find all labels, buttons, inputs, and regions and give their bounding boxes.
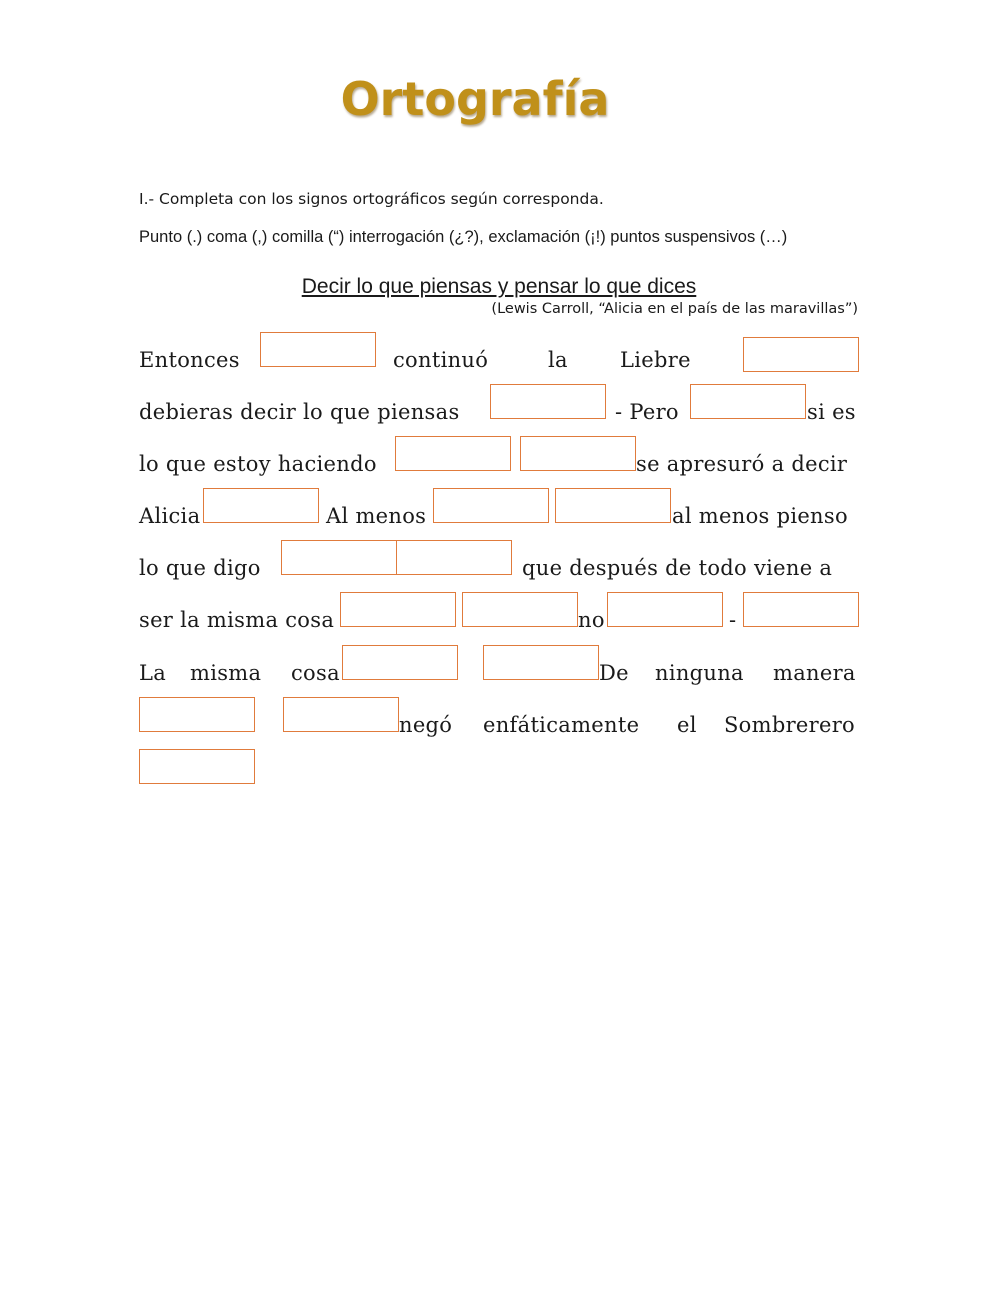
- answer-box-7[interactable]: [203, 488, 319, 523]
- word: debieras decir lo que piensas: [139, 400, 460, 424]
- word: se apresuró a decir: [636, 452, 848, 476]
- answer-box-10[interactable]: [281, 540, 397, 575]
- word: Sombrerero: [724, 713, 855, 737]
- word: cosa: [291, 661, 340, 685]
- answer-box-12[interactable]: [340, 592, 456, 627]
- word: la: [548, 348, 568, 372]
- word: continuó: [393, 348, 489, 372]
- text-line-4: [139, 494, 859, 546]
- word: misma: [190, 661, 262, 685]
- word: Alicia: [139, 504, 201, 528]
- word: -: [729, 608, 737, 632]
- word: que después de todo viene a: [522, 556, 833, 580]
- text-line-2: [139, 390, 859, 442]
- word: Al menos: [326, 504, 427, 528]
- word: al menos pienso: [672, 504, 848, 528]
- answer-box-5[interactable]: [395, 436, 511, 471]
- text-line-3: [139, 442, 859, 494]
- text-line-9: [139, 755, 859, 807]
- answer-box-2[interactable]: [743, 337, 859, 372]
- text-line-7: [139, 651, 859, 703]
- answer-box-18[interactable]: [139, 697, 255, 732]
- word: De: [599, 661, 629, 685]
- story-title: Decir lo que piensas y pensar lo que dices: [301, 275, 697, 298]
- word: Entonces: [139, 348, 240, 372]
- answer-box-19[interactable]: [283, 697, 399, 732]
- word: manera: [773, 661, 856, 685]
- answer-box-8[interactable]: [433, 488, 549, 523]
- answer-box-17[interactable]: [483, 645, 599, 680]
- word: negó: [399, 713, 453, 737]
- word: ninguna: [655, 661, 744, 685]
- word: La: [139, 661, 167, 685]
- answer-box-15[interactable]: [743, 592, 859, 627]
- instruction-text: I.- Completa con los signos ortográficos según corresponda.: [139, 190, 604, 208]
- answer-box-14[interactable]: [607, 592, 723, 627]
- answer-box-6[interactable]: [520, 436, 636, 471]
- word: el: [677, 713, 697, 737]
- answer-box-16[interactable]: [342, 645, 458, 680]
- text-line-6: [139, 598, 859, 650]
- word: lo que digo: [139, 556, 261, 580]
- word: Liebre: [620, 348, 691, 372]
- word: - Pero: [615, 400, 679, 424]
- answer-box-20[interactable]: [139, 749, 255, 784]
- story-source: (Lewis Carroll, “Alicia en el país de las maravillas”): [491, 301, 858, 317]
- answer-box-9[interactable]: [555, 488, 671, 523]
- answer-box-3[interactable]: [490, 384, 606, 419]
- word: ser la misma cosa: [139, 608, 335, 632]
- signs-list-text: Punto (.) coma (,) comilla (“) interrogación (¿?), exclamación (¡!) puntos suspensivos (…): [139, 228, 788, 246]
- word: si es: [807, 400, 856, 424]
- page-title: Ortografía: [340, 72, 610, 126]
- text-line-1: [139, 338, 859, 390]
- answer-box-13[interactable]: [462, 592, 578, 627]
- text-line-5: [139, 546, 859, 598]
- answer-box-1[interactable]: [260, 332, 376, 367]
- answer-box-11[interactable]: [396, 540, 512, 575]
- word: no: [578, 608, 605, 632]
- answer-box-4[interactable]: [690, 384, 806, 419]
- word: enfáticamente: [483, 713, 640, 737]
- text-line-8: [139, 703, 859, 755]
- word: lo que estoy haciendo: [139, 452, 377, 476]
